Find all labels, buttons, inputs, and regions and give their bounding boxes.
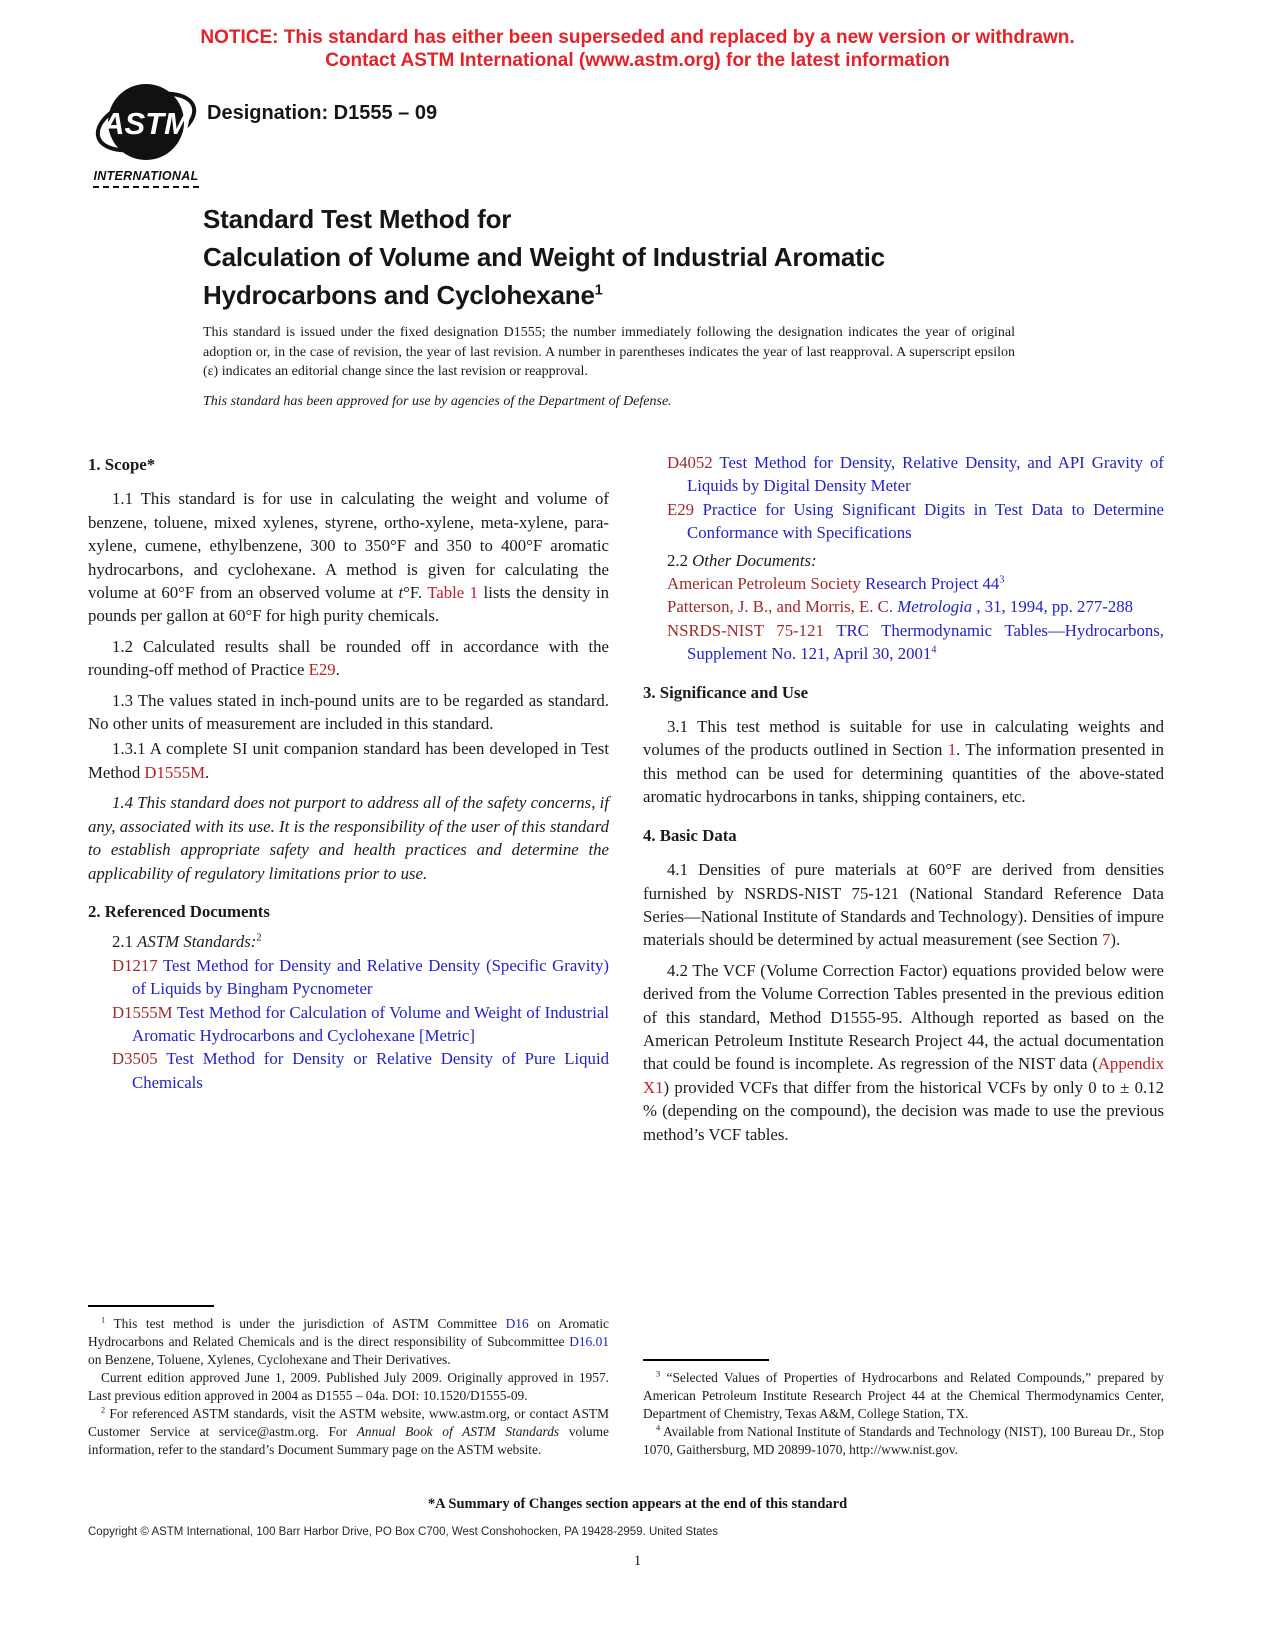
section-heading-referenced-documents: 2. Referenced Documents [88, 901, 270, 921]
footnote-3: $^3$ “Selected Values of Properties of Hydrocarbons and Related Compounds,” prepared by American Petroleum Institute Research Project 44 at the Chemical Thermodynamics Center, Department of Chemistry, Texas A&M, College Station, TX. [643, 1369, 1164, 1421]
astm-logo-text: ASTM [102, 106, 190, 141]
left-column [88, 445, 609, 1459]
left-footnotes [88, 1305, 609, 1459]
issuance-note: This standard is issued under the fixed designation D1555; the number immediately following the designation indicates the year of original adoption or, in the case of revision, the year of last revision. A number in parentheses indicates the year of last reapproval. A superscript epsilon (ε) indicates an editorial change since the last revision or reapproval. [203, 325, 1015, 379]
cross-reference-link[interactable]: Patterson, J. B., and Morris, E. C. [667, 597, 898, 617]
copyright-line: Copyright © ASTM International, 100 Barr Harbor Drive, PO Box C700, West Conshohocken, PA 19428-2959. United States [88, 1526, 719, 1538]
paragraph-3-1: 3.1 This test method is suitable for use in calculating weights and volumes of the products outlined in Section 1. The information presented in this method can be used for determining quantities of the above-stated aromatic hydrocarbons in tanks, shipping containers, etc. [643, 717, 1164, 807]
paragraph-4-1: 4.1 Densities of pure materials at 60°F are derived from densities furnished by NSRDS-NIST 75-121 (National Standard Reference Data Series—National Institute of Standards and Technology). Densities of impure materials should be determined by actual measurement (see Section 7). [643, 860, 1164, 950]
cross-reference-link[interactable]: 1 [947, 740, 957, 760]
astm-globe-icon [93, 78, 199, 168]
dod-approval-note: This standard has been approved for use by agencies of the Department of Defense. [203, 394, 672, 409]
cross-reference-link[interactable]: Practice for Using Significant Digits in Test Data to Determine Conformance with Specifications [687, 499, 1164, 543]
cross-reference-link[interactable]: D4052 [667, 453, 713, 472]
footnote-separator [643, 1359, 769, 1361]
footnote-1: $^1$ This test method is under the jurisdiction of ASTM Committee D16 on Aromatic Hydrocarbons and Related Chemicals and is the direct responsibility of Subcommittee D16.01 on Benzene, Toluene, Xylenes, Cyclohexane and Their Derivatives. [88, 1315, 609, 1367]
cross-reference-link[interactable]: Test Method for Density or Relative Density of Pure Liquid Chemicals [132, 1049, 609, 1092]
paragraph-1-4: 1.4 This standard does not purport to address all of the safety concerns, if any, associated with its use. It is the responsibility of the user of this standard to establish appropriate safety and health practices and determine the applicability of regulatory limitations prior to use. [88, 793, 609, 883]
cross-reference-link[interactable]: 4 [931, 644, 937, 656]
reference-item-api-44 [667, 572, 1164, 595]
paragraph-2-2: 2.2 Other Documents: [667, 550, 817, 570]
cross-reference-link[interactable]: Metrologia [897, 597, 973, 617]
footnote-2: $^2$ For referenced ASTM standards, visit the ASTM website, www.astm.org, or contact ASTM Customer Service at service@astm.org. For Annual Book of ASTM Standards volume information, refer to the standard’s Document Summary page on the ASTM website. [88, 1405, 609, 1457]
cross-reference-link[interactable]: D16.01 [569, 1334, 609, 1349]
cross-reference-link[interactable]: D16 [505, 1316, 529, 1331]
footnote-edition-note: Current edition approved June 1, 2009. Published July 2009. Originally approved in 1957. Last previous edition approved in 2004 as D1555 – 04a. DOI: 10.1520/D1555-09. [88, 1370, 609, 1403]
footnote-separator [88, 1305, 214, 1307]
paragraph-1-1: 1.1 This standard is for use in calculating the weight and volume of benzene, toluene, mixed xylenes, styrene, ortho-xylene, meta-xylene, para-xylene, cumene, ethylbenzene, 300 to 350°F and 350 to 400°F aromatic hydrocarbons, and cyclohexane. A method is given for calculating the volume at 60°F from an observed volume at t°F. Table 1 lists the density in pounds per gallon at 60°F for high purity chemicals. [88, 489, 609, 626]
cross-reference-link[interactable]: Table 1 [427, 583, 479, 603]
page-number: 1 [633, 1553, 642, 1569]
superseded-notice [0, 26, 1275, 72]
notice-line-2: Contact ASTM International (www.astm.org) for the latest information [325, 50, 950, 71]
body-columns [88, 445, 1164, 1459]
reference-item-d3505 [112, 1047, 609, 1094]
right-footnotes [643, 1359, 1164, 1459]
notice-line-1: NOTICE: This standard has either been superseded and replaced by a new version or withdrawn. [200, 27, 1075, 48]
designation-text: Designation: D1555 – 09 [207, 102, 438, 124]
cross-reference-link[interactable]: NSRDS-NIST 75-121 [667, 620, 824, 640]
paragraph-2-1: 2.1 ASTM Standards:$^2$ [112, 932, 262, 952]
astm-logo [93, 78, 199, 188]
cross-reference-link[interactable]: TRC Thermodynamic Tables—Hydrocarbons, Supplement No. 121, April 30, 2001 [687, 620, 1164, 664]
title-kicker: Standard Test Method for [203, 204, 512, 234]
cross-reference-link[interactable]: Test Method for Density, Relative Density, and API Gravity of Liquids by Digital Density Meter [687, 453, 1164, 496]
reference-item-nsrds-nist [667, 619, 1164, 666]
reference-item-patterson [667, 595, 1164, 618]
cross-reference-link[interactable]: D1217 [112, 955, 158, 975]
section-heading-significance: 3. Significance and Use [643, 682, 809, 702]
section-heading-basic-data: 4. Basic Data [643, 825, 737, 845]
cross-reference-link[interactable]: E29 [308, 660, 336, 680]
cross-reference-link[interactable]: D3505 [112, 1049, 158, 1069]
document-title: Calculation of Volume and Weight of Industrial Aromatic Hydrocarbons and Cyclohexane$^1$ [203, 242, 885, 310]
cross-reference-link[interactable]: E29 [667, 499, 695, 519]
document-header [93, 78, 793, 188]
footnote-4: $^4$ Available from National Institute of Standards and Technology (NIST), 100 Bureau Dr., Stop 1070, Gaithersburg, MD 20899-1070, http://www.nist.gov. [643, 1423, 1164, 1457]
cross-reference-link[interactable]: American Petroleum Society [667, 574, 861, 594]
cross-reference-link[interactable]: Test Method for Density and Relative Density (Specific Gravity) of Liquids by Bingham Pycnometer [132, 955, 609, 999]
paragraph-4-2: 4.2 The VCF (Volume Correction Factor) equations provided below were derived from the Volume Correction Tables presented in the previous edition of this standard, Method D1555-95. Although reported as based on the American Petroleum Institute Research Project 44, the actual documentation that could be found is incomplete. As regression of the NIST data (Appendix X1) provided VCFs that differ from the historical VCFs by only 0 to ± 0.12 % (depending on the compound), the decision was made to use the previous method’s VCF tables. [643, 960, 1164, 1144]
cross-reference-link[interactable]: Research Project 44 [860, 574, 1000, 594]
reference-item-d4052 [667, 451, 1164, 498]
astm-international-label: INTERNATIONAL [93, 169, 199, 188]
reference-item-d1555m [112, 1001, 609, 1048]
cross-reference-link[interactable]: Test Method for Calculation of Volume and Weight of Industrial Aromatic Hydrocarbons and Cyclohexane [Metric] [132, 1002, 609, 1045]
right-column [643, 445, 1164, 1459]
reference-item-d1217 [112, 954, 609, 1001]
section-heading-scope: 1. Scope* [88, 455, 156, 474]
cross-reference-link[interactable]: Appendix X1 [643, 1054, 1164, 1097]
cross-reference-link[interactable]: 7 [1102, 930, 1111, 950]
reference-item-e29 [667, 498, 1164, 545]
paragraph-1-2: 1.2 Calculated results shall be rounded off in accordance with the rounding-off method of Practice E29. [88, 636, 609, 680]
cross-reference-link[interactable]: 3 [999, 574, 1005, 586]
cross-reference-link[interactable]: , 31, 1994, pp. 277-288 [972, 597, 1133, 617]
summary-of-changes-note: *A Summary of Changes section appears at the end of this standard [427, 1496, 848, 1512]
title-block [203, 200, 993, 314]
cross-reference-link[interactable]: D1555M [112, 1002, 173, 1022]
paragraph-1-3-1: 1.3.1 A complete SI unit companion standard has been developed in Test Method D1555M. [88, 739, 609, 782]
cross-reference-link[interactable]: D1555M [144, 762, 206, 782]
paragraph-1-3: 1.3 The values stated in inch-pound units are to be regarded as standard. No other units of measurement are included in this standard. [88, 690, 609, 734]
